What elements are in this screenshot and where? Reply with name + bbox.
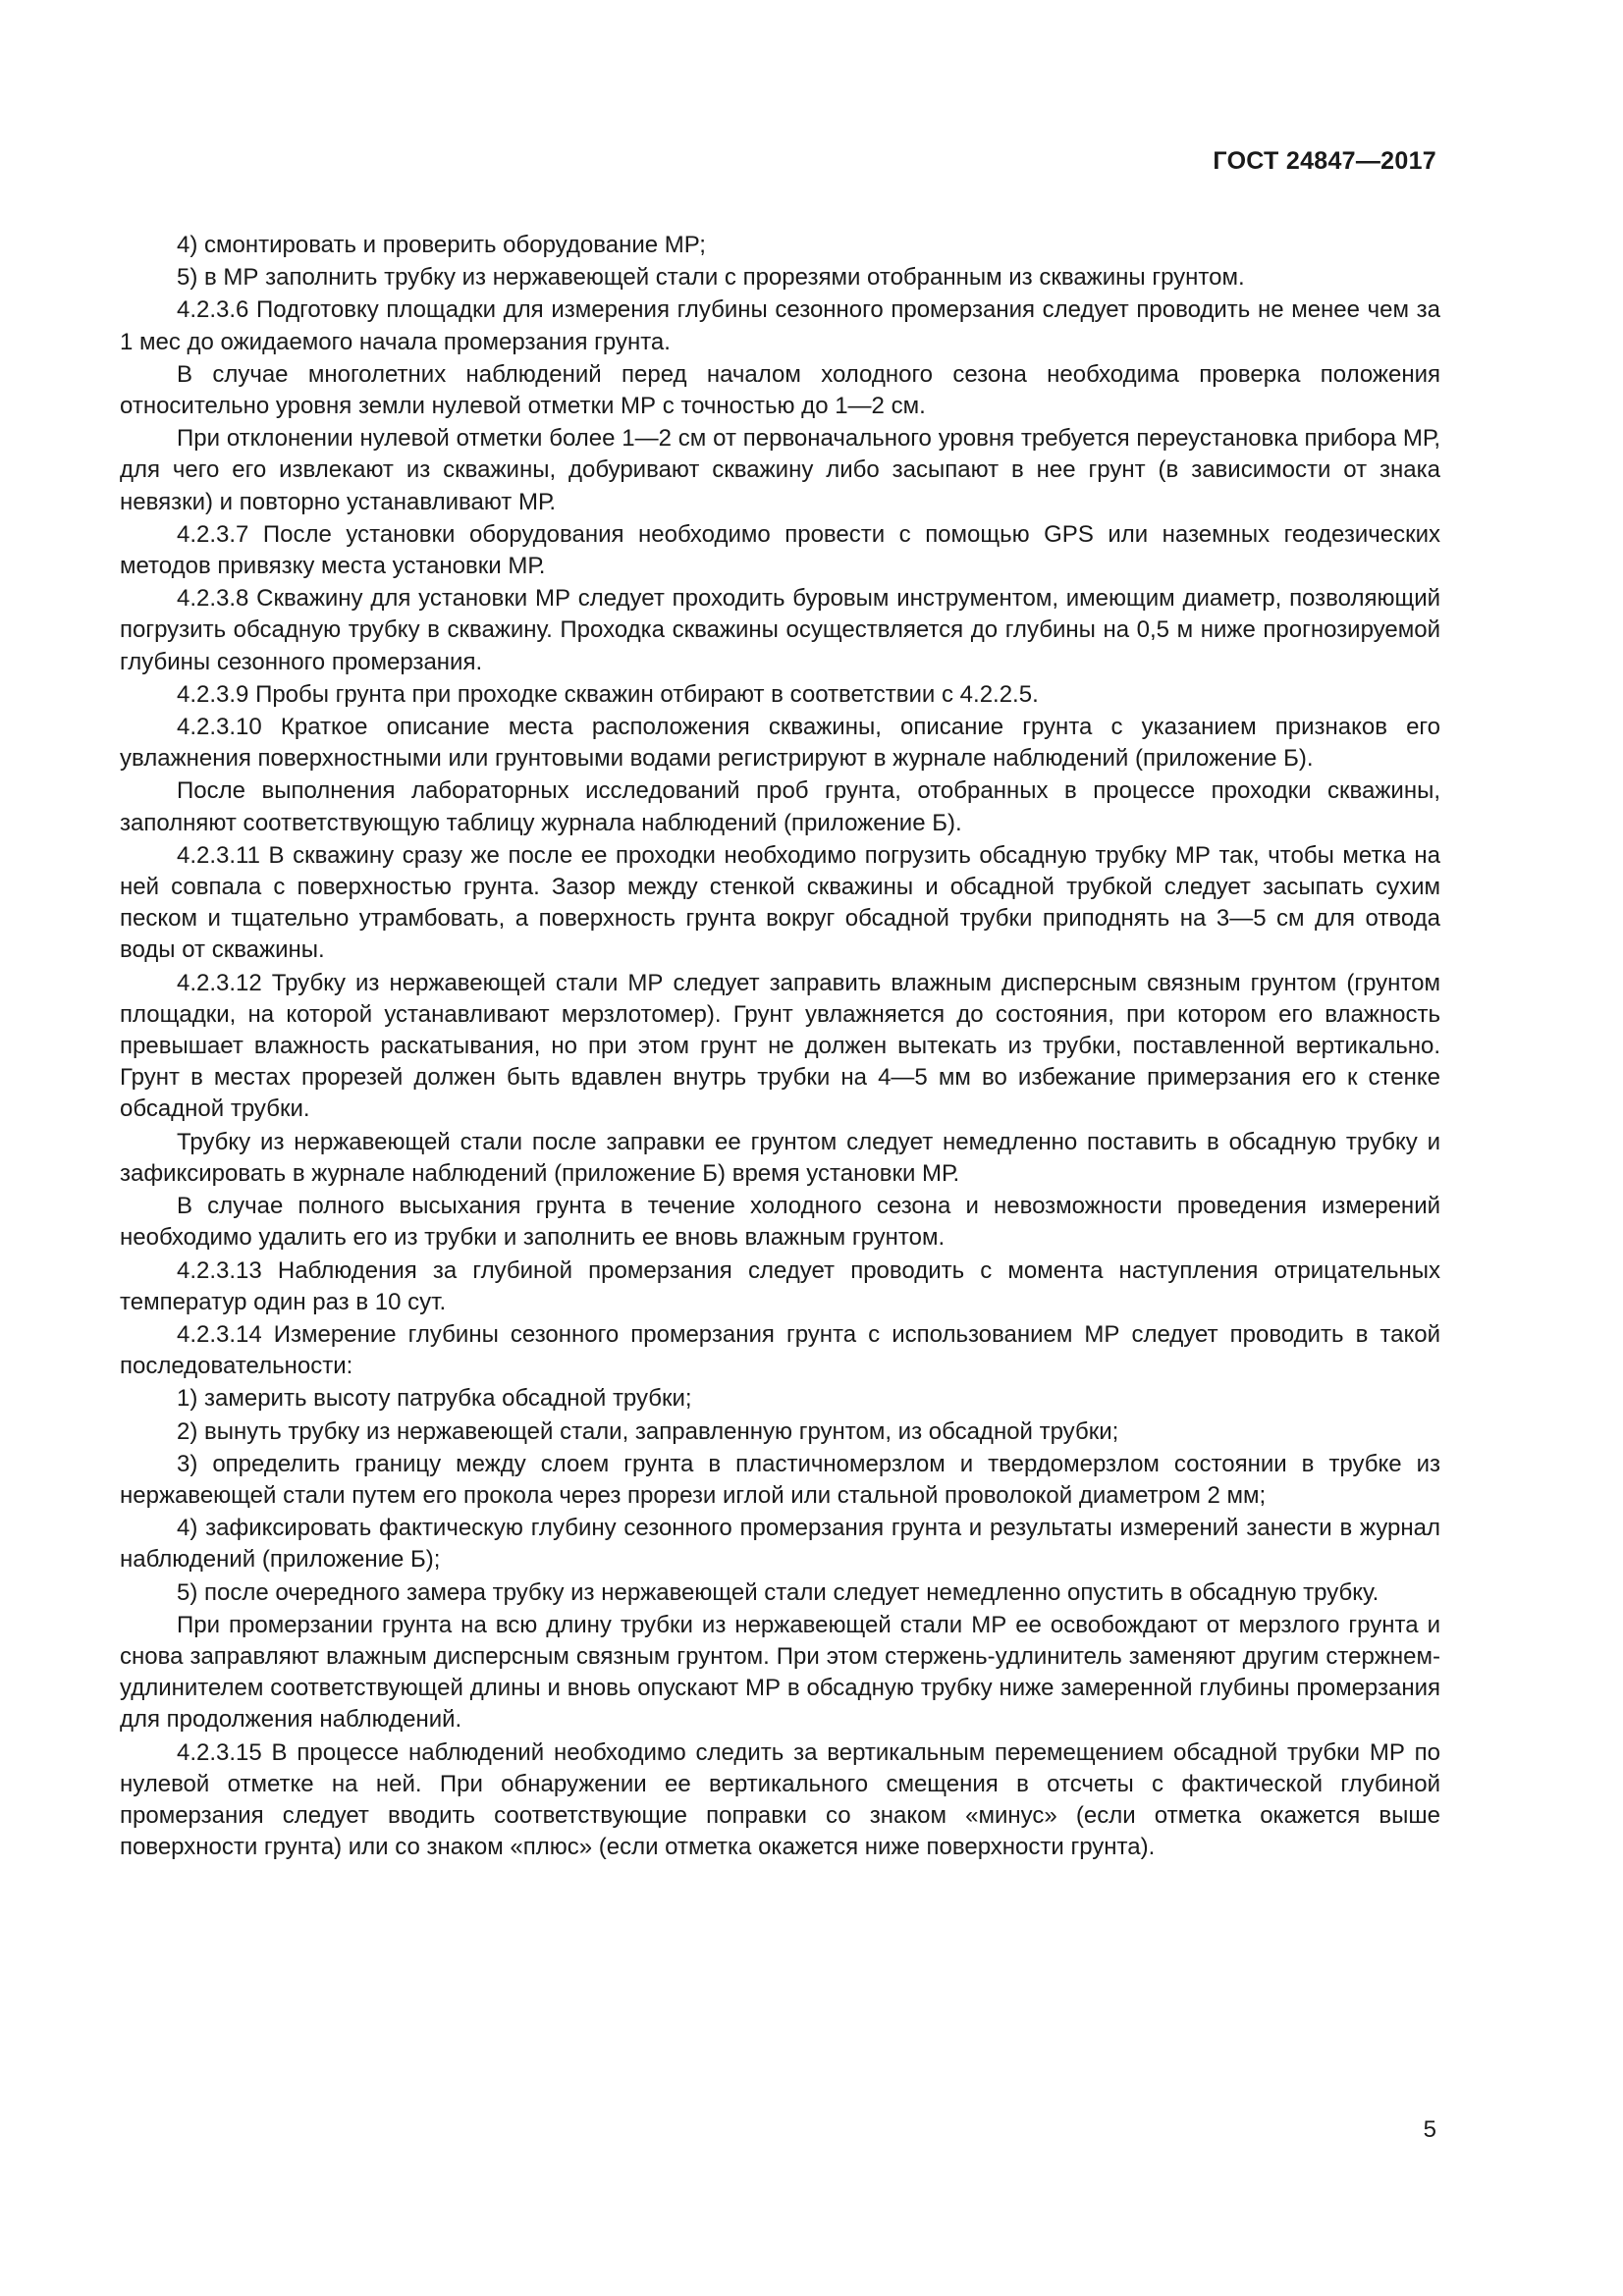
paragraph: 4.2.3.12 Трубку из нержавеющей стали МР следует заправить влажным дисперсным связным грунтом (грунтом площадки, на которой устанавливают мерзлотомер). Грунт увлажняется до состояния, при котором его влажность превышает влажность раскатывания, но при этом грунт не должен вытекать из трубки, поставленной вертикально. Грунт в местах прорезей должен быть вдавлен внутрь трубки на 4—5 мм во избежание примерзания его к стенке обсадной трубки. [120, 969, 1440, 1123]
paragraph: 4.2.3.13 Наблюдения за глубиной промерзания следует проводить с момента наступления отрицательных температур один раз в 10 сут. [120, 1256, 1440, 1315]
paragraph: Трубку из нержавеющей стали после заправки ее грунтом следует немедленно поставить в обсадную трубку и зафиксировать в журнале наблюдений (приложение Б) время установки МР. [120, 1128, 1440, 1187]
document-code: ГОСТ 24847—2017 [1213, 147, 1436, 175]
list-item: 4) зафиксировать фактическую глубину сезонного промерзания грунта и результаты измерений занести в журнал наблюдений (приложение Б); [120, 1515, 1440, 1574]
list-item: 1) замерить высоту патрубка обсадной трубки; [177, 1385, 692, 1413]
list-item: 3) определить границу между слоем грунта в пластичномерзлом и твердомерзлом состоянии в трубке из нержавеющей стали путем его прокола через прорези иглой или стальной проволокой диаметром 2 мм; [120, 1450, 1440, 1509]
paragraph: При отклонении нулевой отметки более 1—2 см от первоначального уровня требуется переустановка прибора МР, для чего его извлекают из скважины, добуривают скважину либо засыпают в нее грунт (в зависимости от знака невязки) и повторно устанавливают МР. [120, 425, 1440, 515]
paragraph: После выполнения лабораторных исследований проб грунта, отобранных в процессе проходки скважины, заполняют соответствующую таблицу журнала наблюдений (приложение Б). [120, 777, 1440, 836]
paragraph: 4.2.3.6 Подготовку площадки для измерения глубины сезонного промерзания следует проводить не менее чем за 1 мес до ожидаемого начала промерзания грунта. [120, 296, 1440, 355]
paragraph: 4) смонтировать и проверить оборудование МР; [177, 232, 706, 258]
paragraph: В случае полного высыхания грунта в течение холодного сезона и невозможности проведения измерений необходимо удалить его из трубки и заполнить ее вновь влажным грунтом. [120, 1193, 1440, 1252]
page-number: 5 [1423, 2116, 1436, 2143]
paragraph: В случае многолетних наблюдений перед началом холодного сезона необходима проверка положения относительно уровня земли нулевой отметки МР с точностью до 1—2 см. [120, 360, 1440, 420]
paragraph: 4.2.3.14 Измерение глубины сезонного промерзания грунта с использованием МР следует проводить в такой последовательности: [120, 1320, 1440, 1380]
paragraph: 4.2.3.7 После установки оборудования необходимо провести с помощью GPS или наземных геодезических методов привязку места установки МР. [120, 520, 1440, 580]
paragraph: При промерзании грунта на всю длину трубки из нержавеющей стали МР ее освобождают от мерзлого грунта и снова заправляют влажным дисперсным связным грунтом. При этом стержень-удлинитель заменяют другим стержнем-удлинителем соответствующей длины и вновь опускают МР в обсадную трубку ниже замеренной глубины промерзания для продолжения наблюдений. [120, 1611, 1440, 1734]
paragraph: 4.2.3.15 В процессе наблюдений необходимо следить за вертикальным перемещением обсадной трубки МР по нулевой отметке на ней. При обнаружении ее вертикального смещения в отсчеты с фактической глубиной промерзания следует вводить соответствующие поправки со знаком «минус» (если отметка окажется выше поверхности грунта) или со знаком «плюс» (если отметка окажется ниже поверхности грунта). [120, 1738, 1440, 1861]
paragraph: 4.2.3.11 В скважину сразу же после ее проходки необходимо погрузить обсадную трубку МР так, чтобы метка на ней совпала с поверхностью грунта. Зазор между стенкой скважины и обсадной трубкой следует засыпать сухим песком и тщательно утрамбовать, а поверхность грунта вокруг обсадной трубки приподнять на 3—5 см для отвода воды от скважины. [120, 841, 1440, 964]
document-body [120, 230, 1440, 1864]
paragraph: 4.2.3.8 Скважину для установки МР следует проходить буровым инструментом, имеющим диаметр, позволяющий погрузить обсадную трубку в скважину. Проходка скважины осуществляется до глубины на 0,5 м ниже прогнозируемой глубины сезонного промерзания. [120, 585, 1440, 675]
paragraph: 4.2.3.10 Краткое описание места расположения скважины, описание грунта с указанием признаков его увлажнения поверхностными или грунтовыми водами регистрируют в журнале наблюдений (приложение Б). [120, 714, 1440, 773]
list-item: 5) после очередного замера трубку из нержавеющей стали следует немедленно опустить в обсадную трубку. [177, 1578, 1380, 1606]
paragraph: 5) в МР заполнить трубку из нержавеющей стали с прорезями отобранным из скважины грунтом. [177, 264, 1245, 292]
list-item: 2) вынуть трубку из нержавеющей стали, заправленную грунтом, из обсадной трубки; [177, 1417, 1119, 1445]
paragraph: 4.2.3.9 Пробы грунта при проходке скважин отбирают в соответствии с 4.2.2.5. [177, 680, 1039, 708]
